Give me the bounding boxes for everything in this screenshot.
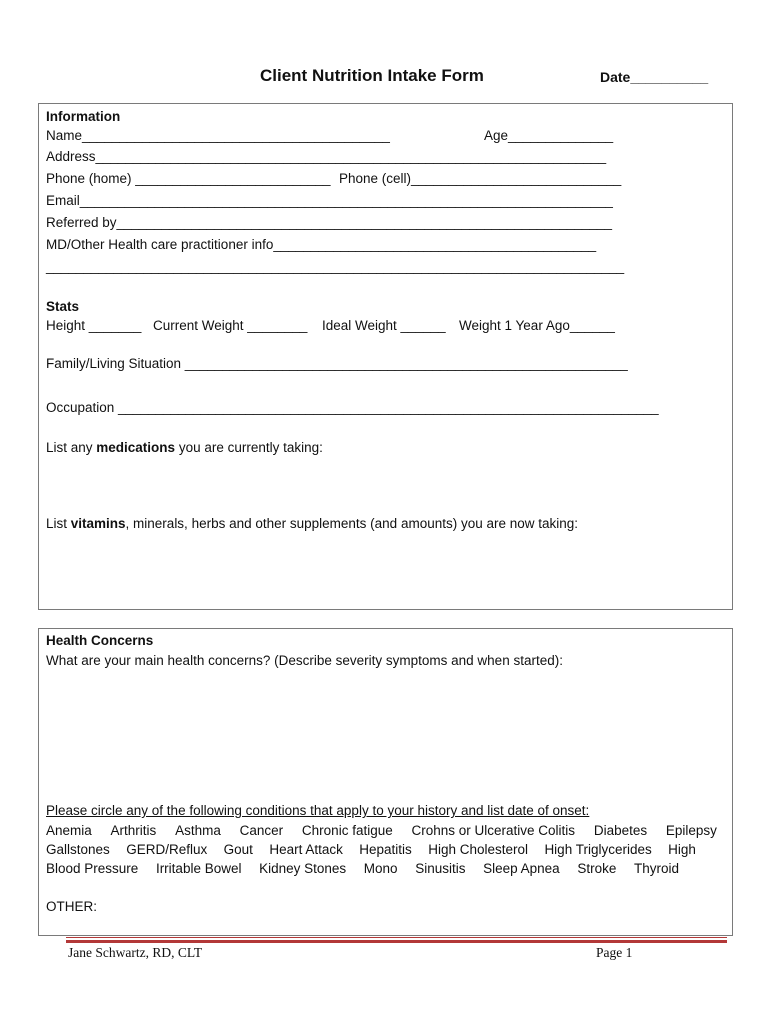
condition-item[interactable]: Hepatitis: [359, 842, 412, 857]
condition-item[interactable]: High Triglycerides: [544, 842, 652, 857]
address-field[interactable]: Address____________________________________________________________________: [46, 149, 607, 164]
email-field[interactable]: Email_______________________________________________________________________: [46, 193, 613, 208]
condition-item[interactable]: Blood Pressure: [46, 861, 139, 876]
date-field[interactable]: Date__________: [600, 69, 709, 85]
weight-year-ago-field[interactable]: Weight 1 Year Ago______: [459, 318, 615, 333]
conditions-row-1: [46, 822, 717, 840]
height-field[interactable]: Height _______: [46, 318, 142, 333]
ideal-weight-field[interactable]: Ideal Weight ______: [322, 318, 446, 333]
condition-item[interactable]: High: [668, 842, 696, 857]
circle-instruction: Please circle any of the following conditions that apply to your history and list date of onset:: [46, 803, 590, 818]
footer-rule-top: [66, 937, 727, 938]
condition-item[interactable]: Sleep Apnea: [483, 861, 560, 876]
footer-author: Jane Schwartz, RD, CLT: [68, 945, 203, 960]
health-concerns-heading: Health Concerns: [46, 633, 154, 648]
health-concerns-question: What are your main health concerns? (Describe severity symptoms and when started):: [46, 653, 563, 668]
phone-cell-field[interactable]: Phone (cell)____________________________: [339, 171, 622, 186]
footer-rule-bottom: [66, 940, 727, 943]
condition-item[interactable]: High Cholesterol: [428, 842, 529, 857]
condition-item[interactable]: Anemia: [46, 823, 92, 838]
information-heading: Information: [46, 109, 121, 124]
condition-item[interactable]: Heart Attack: [269, 842, 343, 857]
occupation-field[interactable]: Occupation ________________________________________________________________________: [46, 400, 659, 415]
phone-home-field[interactable]: Phone (home) __________________________: [46, 171, 331, 186]
condition-item[interactable]: Cancer: [239, 823, 284, 838]
condition-item[interactable]: Crohns or Ulcerative Colitis: [411, 823, 576, 838]
condition-item[interactable]: Irritable Bowel: [155, 861, 242, 876]
condition-item[interactable]: GERD/Reflux: [126, 842, 208, 857]
health-concerns-section: [38, 628, 733, 936]
condition-item[interactable]: Kidney Stones: [259, 861, 347, 876]
condition-item[interactable]: Thyroid: [633, 861, 679, 876]
stats-heading: Stats: [46, 299, 80, 314]
conditions-row-3: [46, 860, 679, 878]
condition-item[interactable]: Gout: [223, 842, 253, 857]
other-label: OTHER:: [46, 899, 98, 914]
condition-item[interactable]: Gallstones: [46, 842, 110, 857]
information-section: [38, 103, 733, 610]
practitioner-extra-line[interactable]: _____________________________________________________________________________: [46, 259, 625, 274]
condition-item[interactable]: Stroke: [577, 861, 617, 876]
referred-by-field[interactable]: Referred by__________________________________________________________________: [46, 215, 613, 230]
conditions-row-2: [46, 841, 696, 859]
age-field[interactable]: Age______________: [484, 128, 614, 143]
practitioner-field[interactable]: MD/Other Health care practitioner info___________________________________________: [46, 237, 597, 252]
condition-item[interactable]: Chronic fatigue: [301, 823, 393, 838]
condition-item[interactable]: Diabetes: [593, 823, 648, 838]
medications-prompt: List any medications you are currently taking:: [46, 440, 323, 455]
condition-item[interactable]: Arthritis: [110, 823, 157, 838]
family-living-field[interactable]: Family/Living Situation ___________________________________________________________: [46, 356, 628, 371]
condition-item[interactable]: Asthma: [175, 823, 221, 838]
condition-item[interactable]: Sinusitis: [415, 861, 466, 876]
name-field[interactable]: Name_________________________________________: [46, 128, 390, 143]
condition-item[interactable]: Mono: [363, 861, 398, 876]
current-weight-field[interactable]: Current Weight ________: [153, 318, 308, 333]
form-title: Client Nutrition Intake Form: [260, 66, 484, 85]
vitamins-prompt: List vitamins, minerals, herbs and other supplements (and amounts) you are now taking:: [46, 516, 579, 531]
condition-item[interactable]: Epilepsy: [665, 823, 717, 838]
page-number: Page 1: [596, 945, 633, 960]
